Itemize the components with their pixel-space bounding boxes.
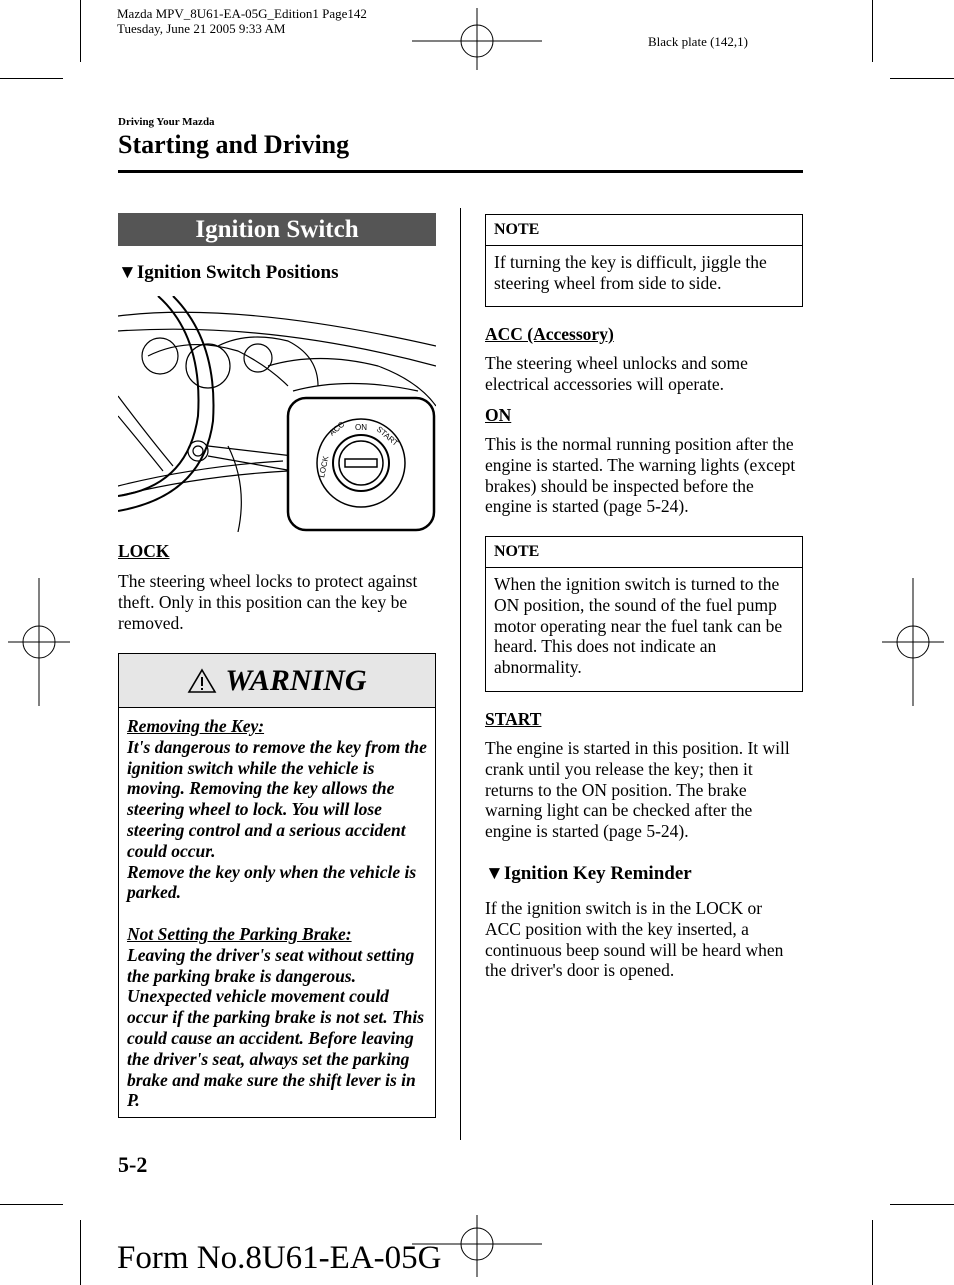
print-info-line2: Tuesday, June 21 2005 9:33 AM xyxy=(117,21,286,36)
start-heading: START xyxy=(485,709,542,729)
topic-banner: Ignition Switch xyxy=(118,213,436,246)
registration-mark-right xyxy=(882,578,944,706)
page-title: Starting and Driving xyxy=(118,130,350,159)
registration-mark-left xyxy=(8,578,70,706)
note-box-2 xyxy=(485,536,803,692)
print-info-line1: Mazda MPV_8U61-EA-05G_Edition1 Page142 xyxy=(117,6,367,21)
registration-mark-top xyxy=(412,8,542,70)
triangle-down-icon: ▼ xyxy=(485,863,504,884)
note-label: NOTE xyxy=(486,215,802,246)
warning-item1-text: It's dangerous to remove the key from the ignition switch while the vehicle is moving. Removing the key allows the steering wheel to lock. You will lose steering control and a serious accident could occur. xyxy=(127,736,427,861)
subheading-reminder xyxy=(485,863,692,885)
note-label: NOTE xyxy=(486,537,802,568)
crop-mark xyxy=(872,0,873,62)
warning-triangle-icon xyxy=(187,668,217,694)
acc-text: The steering wheel unlocks and some electrical accessories will operate. xyxy=(485,353,748,394)
note-box-1 xyxy=(485,214,803,307)
warning-header xyxy=(119,654,435,708)
note-text: If turning the key is difficult, jiggle the steering wheel from side to side. xyxy=(494,252,767,293)
warning-box xyxy=(118,653,436,1118)
subheading-text: Ignition Key Reminder xyxy=(503,863,692,884)
start-text: The engine is started in this position. It will crank until you release the key; then it returns to the ON position. The brake warning light can be checked after the engine is started (page 5-24). xyxy=(485,738,790,842)
figure-label-acc: ACC xyxy=(327,419,347,438)
note-text: When the ignition switch is turned to the ON position, the sound of the fuel pump motor operating near the fuel tank can be heard. This does not indicate an abnormality. xyxy=(494,574,783,678)
warning-item2-title: Not Setting the Parking Brake: xyxy=(127,923,352,944)
acc-heading: ACC (Accessory) xyxy=(485,324,614,344)
crop-mark xyxy=(872,1220,873,1285)
warning-title: WARNING xyxy=(225,663,367,697)
page-number: 5-2 xyxy=(118,1152,148,1177)
crop-mark xyxy=(890,1204,954,1205)
crop-mark xyxy=(0,1204,63,1205)
warning-item2-text: Leaving the driver's seat without setting the parking brake is dangerous. Unexpected vehicle movement could occur if the parking brake is not set. This could cause an accident. Before leaving the driver's seat, always set the parking brake and make sure the shift lever is in P. xyxy=(127,944,425,1111)
plate-info: Black plate (142,1) xyxy=(648,34,748,49)
subheading-positions xyxy=(118,262,338,284)
print-info xyxy=(117,6,367,36)
crop-mark xyxy=(80,1220,81,1285)
form-number: Form No.8U61-EA-05G xyxy=(117,1240,442,1276)
crop-mark xyxy=(80,0,81,62)
on-text: This is the normal running position after the engine is started. The warning lights (except brakes) should be inspected before the engine is started (page 5-24). xyxy=(485,434,796,517)
subheading-text: Ignition Switch Positions xyxy=(136,262,339,283)
crop-mark xyxy=(0,78,63,79)
column-divider xyxy=(460,208,461,1140)
ignition-switch-illustration xyxy=(118,296,436,532)
triangle-down-icon: ▼ xyxy=(118,262,137,283)
warning-item1-text2: Remove the key only when the vehicle is parked. xyxy=(127,861,417,903)
crop-mark xyxy=(890,78,954,79)
figure-label-lock: LOCK xyxy=(317,455,331,479)
warning-body xyxy=(119,708,435,1111)
warning-item1-title: Removing the Key: xyxy=(127,716,265,736)
lock-text: The steering wheel locks to protect against theft. Only in this position can the key be removed. xyxy=(118,571,418,633)
section-label: Driving Your Mazda xyxy=(118,116,215,128)
title-rule xyxy=(118,170,803,173)
on-heading: ON xyxy=(485,405,512,425)
lock-heading: LOCK xyxy=(118,541,170,561)
figure-label-start: START xyxy=(374,424,401,448)
reminder-text: If the ignition switch is in the LOCK or ACC position with the key inserted, a continuous beep sound will be heard when the driver's door is opened. xyxy=(485,898,784,981)
figure-label-on: ON xyxy=(355,423,367,432)
